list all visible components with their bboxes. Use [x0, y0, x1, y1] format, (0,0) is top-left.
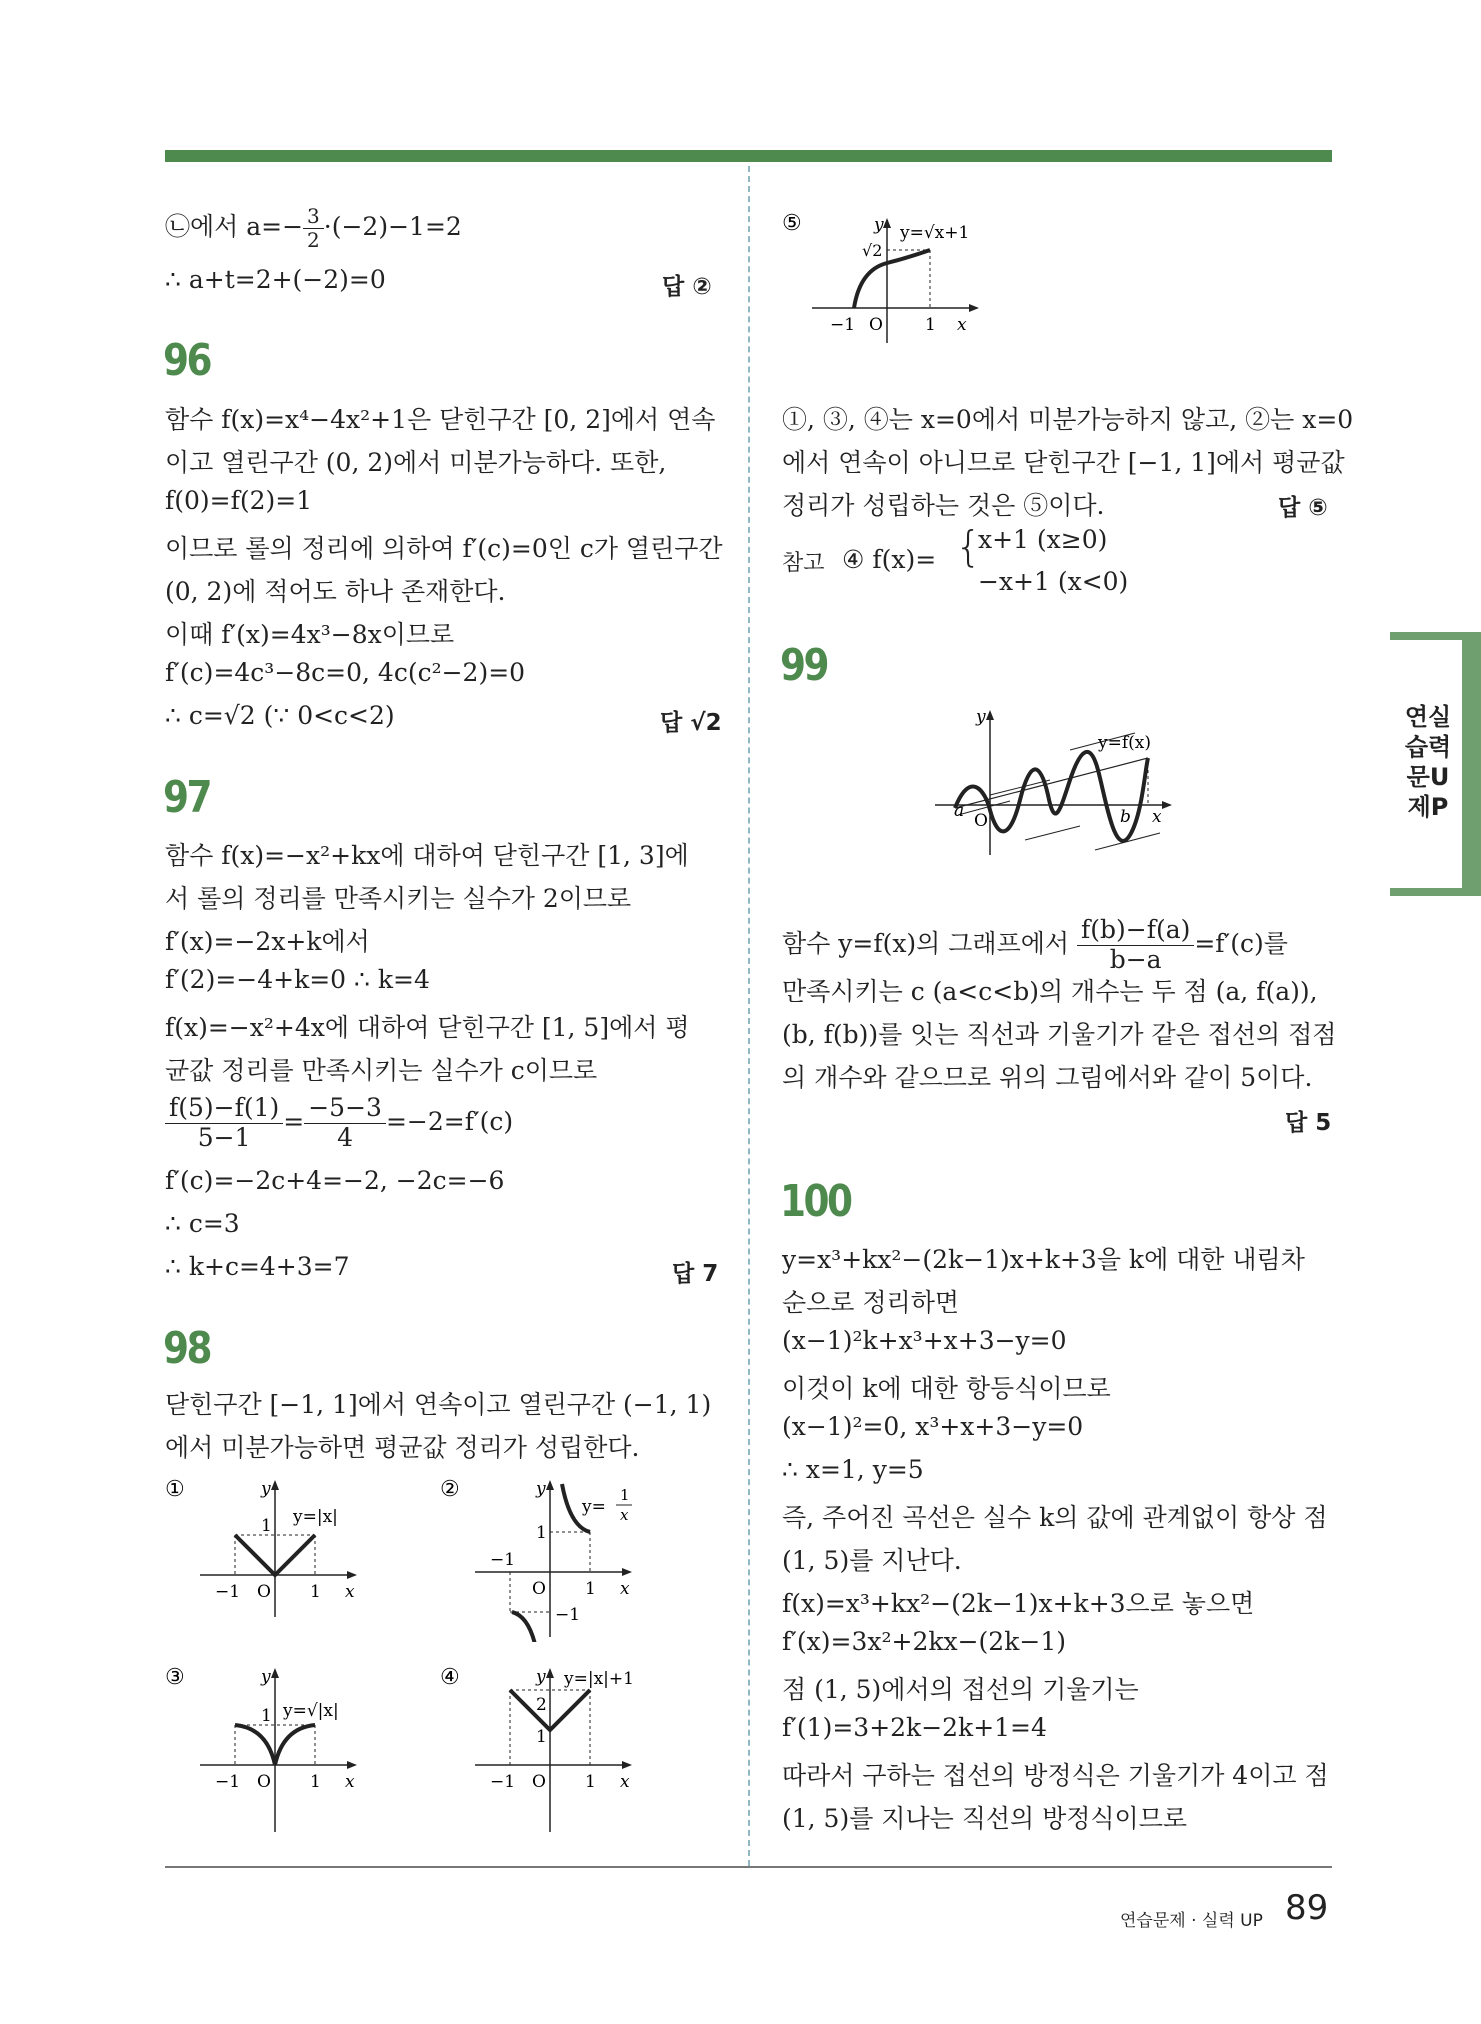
p99-line1: 함수 y=f(x)의 그래프에서 $\frac{f(b)-f(a)}{b-a}$ =f′(c)를	[782, 915, 1288, 974]
p96-line: ∴ c=√2 (∵ 0<c<2)	[165, 701, 395, 730]
svg-text:x: x	[620, 1506, 629, 1524]
svg-text:1: 1	[925, 315, 936, 335]
svg-text:−1: −1	[215, 1582, 241, 1602]
svg-text:y=√|x|: y=√|x|	[283, 1701, 339, 1721]
svg-text:O: O	[257, 1772, 271, 1792]
side-tab	[1390, 632, 1481, 896]
p98-solution-line: 에서 연속이 아니므로 닫힌구간 [−1, 1]에서 평균값	[782, 448, 1345, 477]
p96-line: f(0)=f(2)=1	[165, 486, 313, 515]
svg-text:O: O	[257, 1582, 271, 1602]
p99-line: (b, f(b))를 잇는 직선과 기울기가 같은 접선의 접점	[782, 1020, 1337, 1049]
svg-text:b: b	[1120, 807, 1131, 827]
svg-text:1: 1	[585, 1772, 596, 1792]
p95-answer: 답 ②	[662, 274, 712, 300]
note-label: 참고	[782, 551, 825, 576]
svg-text:−1: −1	[490, 1550, 516, 1570]
p99-line: 의 개수와 같으므로 위의 그림에서와 같이 5이다.	[782, 1063, 1313, 1092]
p99-line: 만족시키는 c (a<c<b)의 개수는 두 점 (a, f(a)),	[782, 977, 1318, 1006]
svg-text:√2: √2	[862, 241, 883, 260]
p100-line: (x−1)²=0, x³+x+3−y=0	[782, 1412, 1084, 1441]
svg-text:x: x	[345, 1772, 355, 1792]
svg-text:O: O	[532, 1579, 546, 1599]
svg-text:y: y	[261, 1479, 271, 1499]
p97-line: ∴ c=3	[165, 1209, 240, 1238]
p97-line: 함수 f(x)=−x²+kx에 대하여 닫힌구간 [1, 3]에	[165, 841, 689, 870]
graph-99	[930, 700, 1190, 860]
svg-text:y=|x|: y=|x|	[293, 1507, 338, 1527]
p97-line: ∴ k+c=4+3=7	[165, 1252, 350, 1281]
p97-fraction-line: $\frac{f(5)-f(1)}{5-1}$ = $\frac{-5-3}{4}$ =−2=f′(c)	[165, 1094, 513, 1153]
p97-line: f(x)=−x²+4x에 대하여 닫힌구간 [1, 5]에서 평	[165, 1013, 690, 1042]
p98-line: 닫힌구간 [−1, 1]에서 연속이고 열린구간 (−1, 1)	[165, 1390, 712, 1419]
choice-mark-2: ②	[440, 1477, 460, 1502]
p100-line: 이것이 k에 대한 항등식이므로	[782, 1374, 1111, 1403]
problem-number-96: 96	[163, 335, 210, 386]
svg-text:1: 1	[536, 1727, 547, 1747]
graph-3	[165, 1660, 375, 1835]
choice-mark-4: ④	[440, 1665, 460, 1690]
svg-text:y=: y=	[582, 1497, 606, 1517]
svg-text:1: 1	[536, 1523, 547, 1543]
p96-line: 이때 f′(x)=4x³−8x이므로	[165, 620, 455, 649]
svg-text:O: O	[869, 315, 883, 335]
p100-line: f′(1)=3+2k−2k+1=4	[782, 1713, 1047, 1742]
p100-line: 점 (1, 5)에서의 접선의 기울기는	[782, 1675, 1139, 1704]
svg-text:O: O	[974, 811, 988, 831]
svg-text:1: 1	[310, 1582, 321, 1602]
p99-answer: 답 5	[1285, 1110, 1332, 1136]
svg-text:y: y	[976, 707, 986, 727]
side-tab-label: 연실 습력 문U 제P	[1404, 703, 1452, 821]
graph-2	[440, 1472, 650, 1642]
p96-line: 함수 f(x)=x⁴−4x²+1은 닫힌구간 [0, 2]에서 연속	[165, 405, 716, 434]
choice-mark-3: ③	[165, 1665, 185, 1690]
p100-line: 따라서 구하는 접선의 방정식은 기울기가 4이고 점	[782, 1761, 1329, 1790]
svg-text:−1: −1	[490, 1772, 516, 1792]
svg-text:y=f(x): y=f(x)	[1098, 733, 1151, 753]
p96-line: 이고 열린구간 (0, 2)에서 미분가능하다. 또한,	[165, 448, 667, 477]
note-case-2: −x+1 (x<0)	[978, 567, 1129, 596]
svg-text:1: 1	[310, 1772, 321, 1792]
p96-line: f′(c)=4c³−8c=0, 4c(c²−2)=0	[165, 658, 526, 687]
graph-1	[165, 1472, 375, 1622]
svg-text:1: 1	[620, 1486, 630, 1504]
note-brace: {	[955, 522, 982, 571]
p100-line: f(x)=x³+kx²−(2k−1)x+k+3으로 놓으면	[782, 1589, 1255, 1618]
p100-line: ∴ x=1, y=5	[782, 1455, 924, 1484]
p97-line: 균값 정리를 만족시키는 실수가 c이므로	[165, 1056, 598, 1085]
p100-line: y=x³+kx²−(2k−1)x+k+3을 k에 대한 내림차	[782, 1245, 1305, 1274]
svg-text:y=|x|+1: y=|x|+1	[564, 1669, 634, 1689]
problem-number-100: 100	[780, 1176, 851, 1227]
svg-text:x: x	[1152, 807, 1162, 827]
note-function: ④ f(x)=	[842, 545, 937, 574]
p97-answer: 답 7	[672, 1261, 719, 1287]
column-divider	[748, 166, 750, 1866]
p95-line1: ㉡에서 a=− $\frac{3}{2}$ ·(−2)−1=2	[165, 204, 462, 252]
p98-line: 에서 미분가능하면 평균값 정리가 성립한다.	[165, 1433, 640, 1462]
svg-text:y=√x+1: y=√x+1	[900, 223, 970, 243]
graph-5	[782, 208, 1002, 348]
p96-line: 이므로 롤의 정리에 의하여 f′(c)=0인 c가 열린구간	[165, 534, 723, 563]
p98-solution-line: ①, ③, ④는 x=0에서 미분가능하지 않고, ②는 x=0	[782, 405, 1354, 434]
note-case-1: x+1 (x≥0)	[978, 525, 1108, 554]
problem-number-98: 98	[163, 1323, 210, 1374]
svg-text:−1: −1	[830, 315, 856, 335]
p97-line: f′(2)=−4+k=0 ∴ k=4	[165, 965, 430, 994]
svg-text:−1: −1	[215, 1772, 241, 1792]
p97-line: f′(x)=−2x+k에서	[165, 927, 370, 956]
svg-text:1: 1	[261, 1516, 272, 1536]
p100-line: (x−1)²k+x³+x+3−y=0	[782, 1326, 1067, 1355]
svg-text:1: 1	[585, 1579, 596, 1599]
svg-text:x: x	[957, 315, 967, 335]
p97-line: 서 롤의 정리를 만족시키는 실수가 2이므로	[165, 884, 632, 913]
p100-line: 순으로 정리하면	[782, 1288, 959, 1317]
p95-line2: ∴ a+t=2+(−2)=0	[165, 265, 386, 294]
svg-text:y: y	[536, 1667, 546, 1687]
svg-text:y: y	[874, 215, 884, 235]
p100-line: (1, 5)를 지난다.	[782, 1546, 962, 1575]
problem-number-97: 97	[163, 772, 210, 823]
footer-section: 연습문제 · 실력 UP	[1120, 1911, 1263, 1931]
p100-line: f′(x)=3x²+2kx−(2k−1)	[782, 1627, 1066, 1656]
svg-text:2: 2	[536, 1695, 547, 1715]
choice-mark-1: ①	[165, 1477, 185, 1502]
svg-text:O: O	[532, 1772, 546, 1792]
p100-line: (1, 5)를 지나는 직선의 방정식이므로	[782, 1804, 1188, 1833]
svg-text:x: x	[345, 1582, 355, 1602]
problem-number-99: 99	[780, 640, 827, 691]
p97-line: f′(c)=−2c+4=−2, −2c=−6	[165, 1166, 505, 1195]
svg-text:y: y	[261, 1667, 271, 1687]
svg-text:x: x	[620, 1772, 630, 1792]
p98-answer: 답 ⑤	[1278, 495, 1328, 521]
p98-solution-line: 정리가 성립하는 것은 ⑤이다.	[782, 491, 1105, 520]
footer-rule	[165, 1866, 1332, 1868]
svg-text:y: y	[536, 1479, 546, 1499]
choice-mark-5: ⑤	[782, 211, 802, 236]
svg-text:a: a	[954, 801, 965, 821]
graph-4	[440, 1660, 670, 1835]
svg-text:x: x	[620, 1579, 630, 1599]
page-number: 89	[1285, 1888, 1329, 1928]
svg-text:−1: −1	[555, 1605, 581, 1625]
svg-text:1: 1	[261, 1706, 272, 1726]
p96-answer: 답 √2	[660, 710, 722, 736]
header-bar	[165, 150, 1332, 162]
p96-line: (0, 2)에 적어도 하나 존재한다.	[165, 577, 506, 606]
p100-line: 즉, 주어진 곡선은 실수 k의 값에 관계없이 항상 점	[782, 1503, 1328, 1532]
